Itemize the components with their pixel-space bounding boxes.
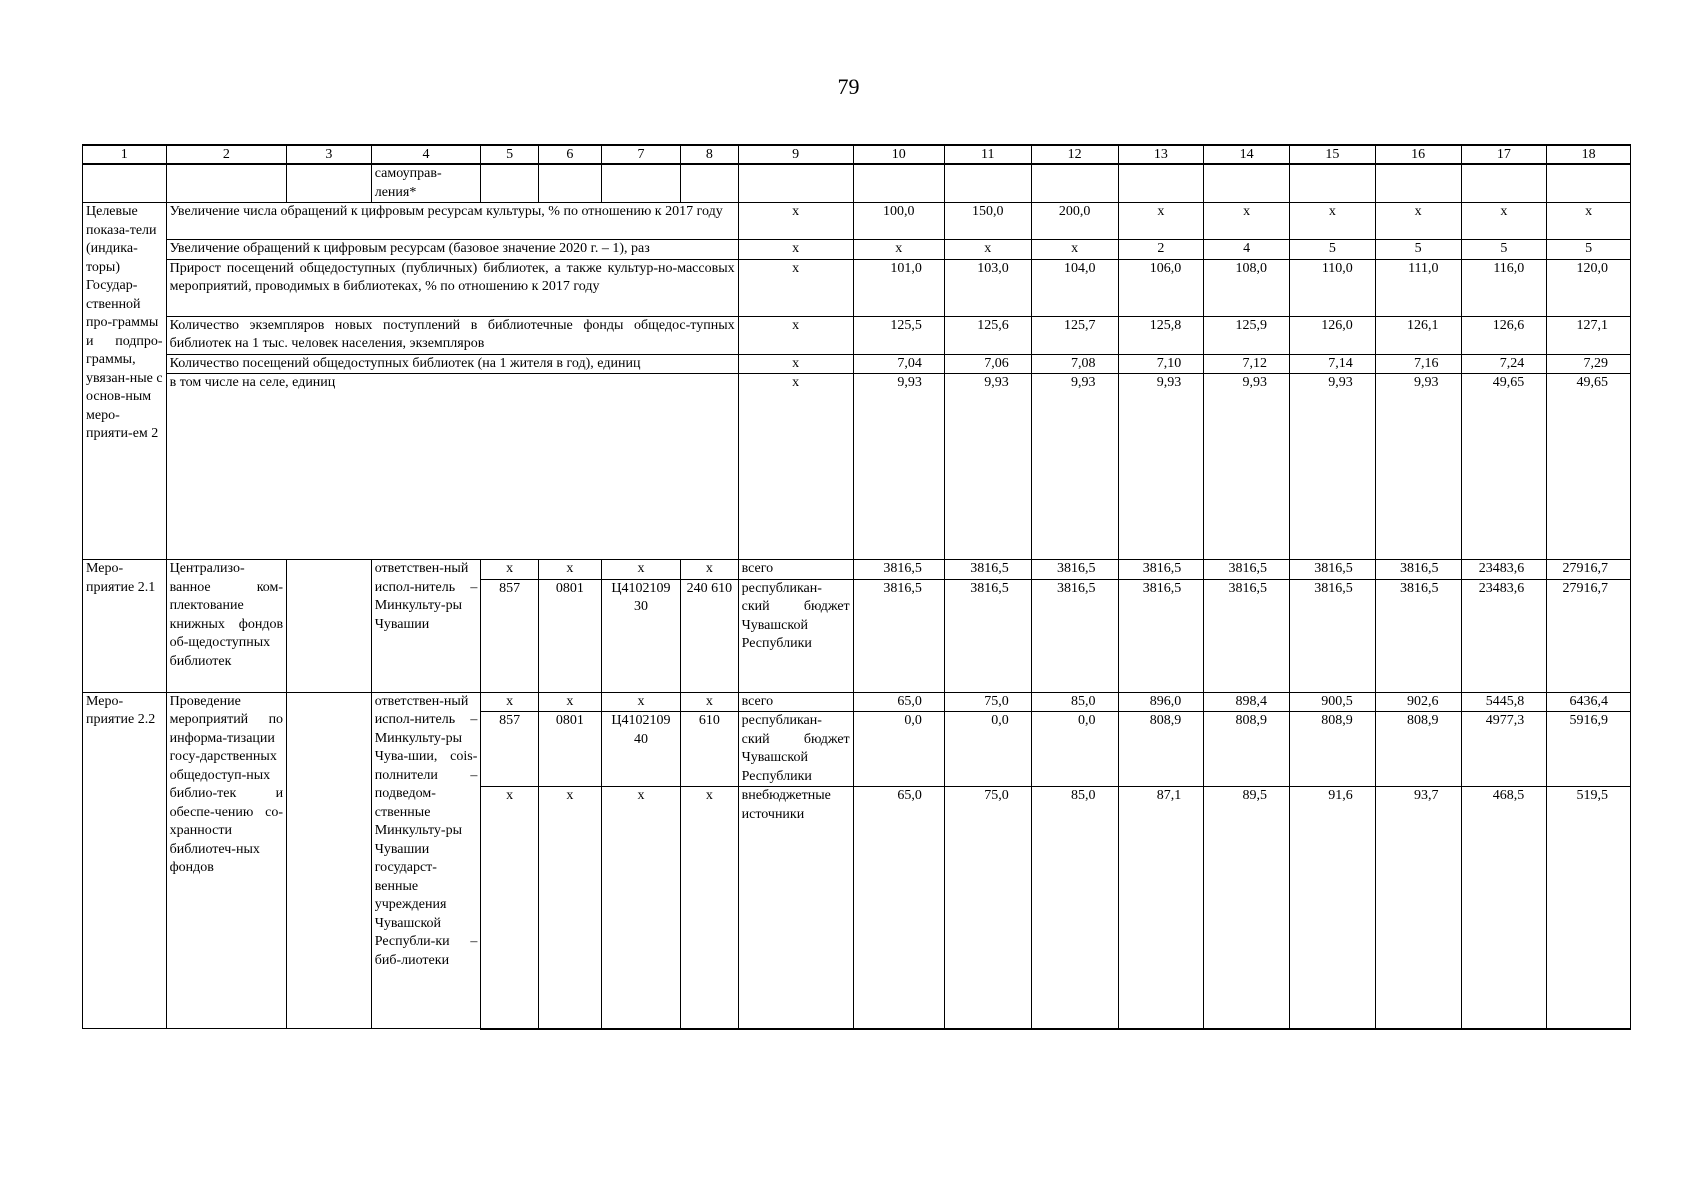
indicator-text: Количество посещений общедоступных библиотек (на 1 жителя в год), единиц xyxy=(166,354,738,374)
continuation-row xyxy=(83,164,1631,203)
table-cell: 5445,8 xyxy=(1461,692,1547,712)
header-cell: 7 xyxy=(601,145,680,164)
table-cell: 111,0 xyxy=(1375,259,1461,316)
table-cell: 89,5 xyxy=(1204,787,1290,1029)
table-cell: 3816,5 xyxy=(944,579,1031,692)
header-cell: 12 xyxy=(1031,145,1118,164)
indicator-row xyxy=(83,374,1631,560)
event-responsible: ответствен-ный испол-нитель – Минкульту-ры Чува-шии, сois-полнители – подведом-ственные Минкульту-ры Чувашии государст-венные учреждения Чувашской Республи-ки – биб-лиотеки xyxy=(371,692,481,1029)
header-cell: 5 xyxy=(481,145,539,164)
table-cell: 610 xyxy=(681,712,739,787)
table-cell: х xyxy=(738,316,853,354)
table-cell: х xyxy=(538,692,601,712)
table-cell: х xyxy=(1290,203,1376,240)
table-cell: 6436,4 xyxy=(1547,692,1631,712)
table-cell: 23483,6 xyxy=(1461,560,1547,580)
table-cell: 0,0 xyxy=(1031,712,1118,787)
table-cell: 108,0 xyxy=(1204,259,1290,316)
table-cell: 3816,5 xyxy=(1031,579,1118,692)
table-cell: 7,10 xyxy=(1118,354,1204,374)
table-cell: 9,93 xyxy=(1031,374,1118,560)
table-cell: 519,5 xyxy=(1547,787,1631,1029)
table-cell: 125,5 xyxy=(853,316,944,354)
table-cell: 5 xyxy=(1547,240,1631,260)
funding-source: республикан-ский бюджет Чувашской Республики xyxy=(738,712,853,787)
table-cell: 65,0 xyxy=(853,787,944,1029)
indicator-row xyxy=(83,203,1631,240)
event-name: Проведение мероприятий по информа-тизации госу-дарственных общедоступ-ных библио-тек и обеспе-чению со-хранности библиотеч-ных фондов xyxy=(166,692,286,1029)
table-cell: 900,5 xyxy=(1290,692,1376,712)
indicator-text: Увеличение обращений к цифровым ресурсам (базовое значение 2020 г. – 1), раз xyxy=(166,240,738,260)
funding-source: республикан-ский бюджет Чувашской Республики xyxy=(738,579,853,692)
table-cell: 808,9 xyxy=(1204,712,1290,787)
table-cell: 857 xyxy=(481,712,539,787)
table-cell: 104,0 xyxy=(1031,259,1118,316)
table-cell: 896,0 xyxy=(1118,692,1204,712)
column-number-row xyxy=(83,145,1631,164)
table-cell: 49,65 xyxy=(1547,374,1631,560)
header-cell: 1 xyxy=(83,145,167,164)
table-cell: 5 xyxy=(1461,240,1547,260)
table-cell: 3816,5 xyxy=(853,560,944,580)
event-name: Централизо-ванное ком-плектование книжных фондов об-щедоступных библиотек xyxy=(166,560,286,693)
table-cell: 3816,5 xyxy=(1375,560,1461,580)
header-cell: 10 xyxy=(853,145,944,164)
table-cell: 3816,5 xyxy=(1118,579,1204,692)
table-cell: 808,9 xyxy=(1375,712,1461,787)
table-cell: х xyxy=(944,240,1031,260)
table-cell: 27916,7 xyxy=(1547,560,1631,580)
table-cell: 125,8 xyxy=(1118,316,1204,354)
header-cell: 6 xyxy=(538,145,601,164)
table-cell: 9,93 xyxy=(1204,374,1290,560)
table-cell: 7,14 xyxy=(1290,354,1376,374)
header-cell: 3 xyxy=(287,145,372,164)
table-cell: х xyxy=(538,787,601,1029)
table-cell: 3816,5 xyxy=(1118,560,1204,580)
indicator-text: Количество экземпляров новых поступлений в библиотечные фонды общедос-тупных библиотек на 1 тыс. человек населения, экземпляров xyxy=(166,316,738,354)
table-cell: самоуправ-ления* xyxy=(371,164,481,203)
header-cell: 18 xyxy=(1547,145,1631,164)
table-cell: х xyxy=(538,560,601,580)
table-cell: 9,93 xyxy=(944,374,1031,560)
table-cell: х xyxy=(1204,203,1290,240)
table-cell: 7,29 xyxy=(1547,354,1631,374)
event-row xyxy=(83,560,1631,580)
funding-source: всего xyxy=(738,560,853,580)
table-cell: Ц4102109 30 xyxy=(601,579,680,692)
table-cell: 7,06 xyxy=(944,354,1031,374)
table-cell: 126,6 xyxy=(1461,316,1547,354)
indicator-row xyxy=(83,354,1631,374)
table-cell: 5916,9 xyxy=(1547,712,1631,787)
table-cell: 5 xyxy=(1375,240,1461,260)
indicator-row xyxy=(83,316,1631,354)
table-cell: 9,93 xyxy=(1118,374,1204,560)
header-cell: 2 xyxy=(166,145,286,164)
event-label: Меро-приятие 2.2 xyxy=(83,692,167,1029)
table-cell: х xyxy=(738,203,853,240)
header-cell: 15 xyxy=(1290,145,1376,164)
indicator-row xyxy=(83,240,1631,260)
table-cell: 3816,5 xyxy=(1204,560,1290,580)
table-cell: 23483,6 xyxy=(1461,579,1547,692)
table-cell: 3816,5 xyxy=(1375,579,1461,692)
table-cell: 240 610 xyxy=(681,579,739,692)
table-cell: 3816,5 xyxy=(1290,560,1376,580)
table-cell: 3816,5 xyxy=(1031,560,1118,580)
table-cell: 9,93 xyxy=(853,374,944,560)
header-cell: 8 xyxy=(681,145,739,164)
table-cell: 4977,3 xyxy=(1461,712,1547,787)
table-cell: 93,7 xyxy=(1375,787,1461,1029)
table-cell: 3816,5 xyxy=(853,579,944,692)
table-cell: Ц4102109 40 xyxy=(601,712,680,787)
indicator-text: Увеличение числа обращений к цифровым ресурсам культуры, % по отношению к 2017 году xyxy=(166,203,738,240)
table-cell: х xyxy=(601,560,680,580)
table-cell: 103,0 xyxy=(944,259,1031,316)
table-cell: х xyxy=(1375,203,1461,240)
table-cell: 9,93 xyxy=(1290,374,1376,560)
table-cell: 808,9 xyxy=(1290,712,1376,787)
table-cell: 126,0 xyxy=(1290,316,1376,354)
table-cell: х xyxy=(738,374,853,560)
table-cell: 3816,5 xyxy=(1290,579,1376,692)
table-cell: 5 xyxy=(1290,240,1376,260)
table-cell: 120,0 xyxy=(1547,259,1631,316)
table-cell: х xyxy=(681,787,739,1029)
table-cell: 7,08 xyxy=(1031,354,1118,374)
table-cell: 49,65 xyxy=(1461,374,1547,560)
table-cell: х xyxy=(1547,203,1631,240)
indicator-row xyxy=(83,259,1631,316)
table-cell: х xyxy=(738,354,853,374)
table-cell: х xyxy=(738,259,853,316)
table-cell: 100,0 xyxy=(853,203,944,240)
table-cell: 7,12 xyxy=(1204,354,1290,374)
table-cell: 127,1 xyxy=(1547,316,1631,354)
table-cell: 0,0 xyxy=(944,712,1031,787)
table-cell: 7,04 xyxy=(853,354,944,374)
indicator-text: Прирост посещений общедоступных (публичных) библиотек, а также культур-но-массовых мероприятий, проводимых в библиотеках, % по отношению к 2017 году xyxy=(166,259,738,316)
table-cell: 125,6 xyxy=(944,316,1031,354)
table-cell: 857 xyxy=(481,579,539,692)
indicator-text: в том числе на селе, единиц xyxy=(166,374,738,560)
table-cell: х xyxy=(681,560,739,580)
table-cell: х xyxy=(481,560,539,580)
page-number: 79 xyxy=(837,74,860,99)
table-cell: 85,0 xyxy=(1031,787,1118,1029)
table-cell: 3816,5 xyxy=(1204,579,1290,692)
table-cell: х xyxy=(738,240,853,260)
funding-source: внебюджетные источники xyxy=(738,787,853,1029)
table-cell: х xyxy=(601,787,680,1029)
table-cell: 0801 xyxy=(538,579,601,692)
header-cell: 11 xyxy=(944,145,1031,164)
event-label: Меро-приятие 2.1 xyxy=(83,560,167,693)
table-cell: 65,0 xyxy=(853,692,944,712)
header-cell: 14 xyxy=(1204,145,1290,164)
table-cell: 7,24 xyxy=(1461,354,1547,374)
table-cell: 0,0 xyxy=(853,712,944,787)
header-cell: 4 xyxy=(371,145,481,164)
table-cell: 902,6 xyxy=(1375,692,1461,712)
indicators-label: Целевые показа-тели (индика-торы) Государ-ственной про-граммы и подпро-граммы, увязан-ные с основ-ным меро-прияти-ем 2 xyxy=(83,203,167,560)
table-cell: 106,0 xyxy=(1118,259,1204,316)
table-cell: 110,0 xyxy=(1290,259,1376,316)
table-cell: х xyxy=(481,692,539,712)
table-cell: 101,0 xyxy=(853,259,944,316)
header-cell: 17 xyxy=(1461,145,1547,164)
header-cell: 16 xyxy=(1375,145,1461,164)
table-cell: х xyxy=(1118,203,1204,240)
table-cell: 898,4 xyxy=(1204,692,1290,712)
table-cell: х xyxy=(1461,203,1547,240)
header-cell: 9 xyxy=(738,145,853,164)
table-cell: 87,1 xyxy=(1118,787,1204,1029)
table-cell: 2 xyxy=(1118,240,1204,260)
table-cell: х xyxy=(481,787,539,1029)
table-cell: х xyxy=(1031,240,1118,260)
table-cell: 808,9 xyxy=(1118,712,1204,787)
table-cell: 3816,5 xyxy=(944,560,1031,580)
header-cell: 13 xyxy=(1118,145,1204,164)
program-table xyxy=(82,144,1631,1030)
table-cell: 200,0 xyxy=(1031,203,1118,240)
table-cell: 75,0 xyxy=(944,787,1031,1029)
table-cell: х xyxy=(681,692,739,712)
table-cell: 468,5 xyxy=(1461,787,1547,1029)
table-cell: х xyxy=(601,692,680,712)
table-cell: 27916,7 xyxy=(1547,579,1631,692)
table-cell: 9,93 xyxy=(1375,374,1461,560)
funding-source: всего xyxy=(738,692,853,712)
table-cell: 85,0 xyxy=(1031,692,1118,712)
table-cell: 0801 xyxy=(538,712,601,787)
event-row xyxy=(83,692,1631,712)
table-cell: 125,7 xyxy=(1031,316,1118,354)
table-cell: 4 xyxy=(1204,240,1290,260)
event-responsible: ответствен-ный испол-нитель – Минкульту-ры Чувашии xyxy=(371,560,481,693)
table-cell: 125,9 xyxy=(1204,316,1290,354)
table-cell: х xyxy=(853,240,944,260)
table-cell: 75,0 xyxy=(944,692,1031,712)
table-cell: 91,6 xyxy=(1290,787,1376,1029)
table-cell: 7,16 xyxy=(1375,354,1461,374)
table-cell: 116,0 xyxy=(1461,259,1547,316)
table-cell: 126,1 xyxy=(1375,316,1461,354)
table-cell: 150,0 xyxy=(944,203,1031,240)
